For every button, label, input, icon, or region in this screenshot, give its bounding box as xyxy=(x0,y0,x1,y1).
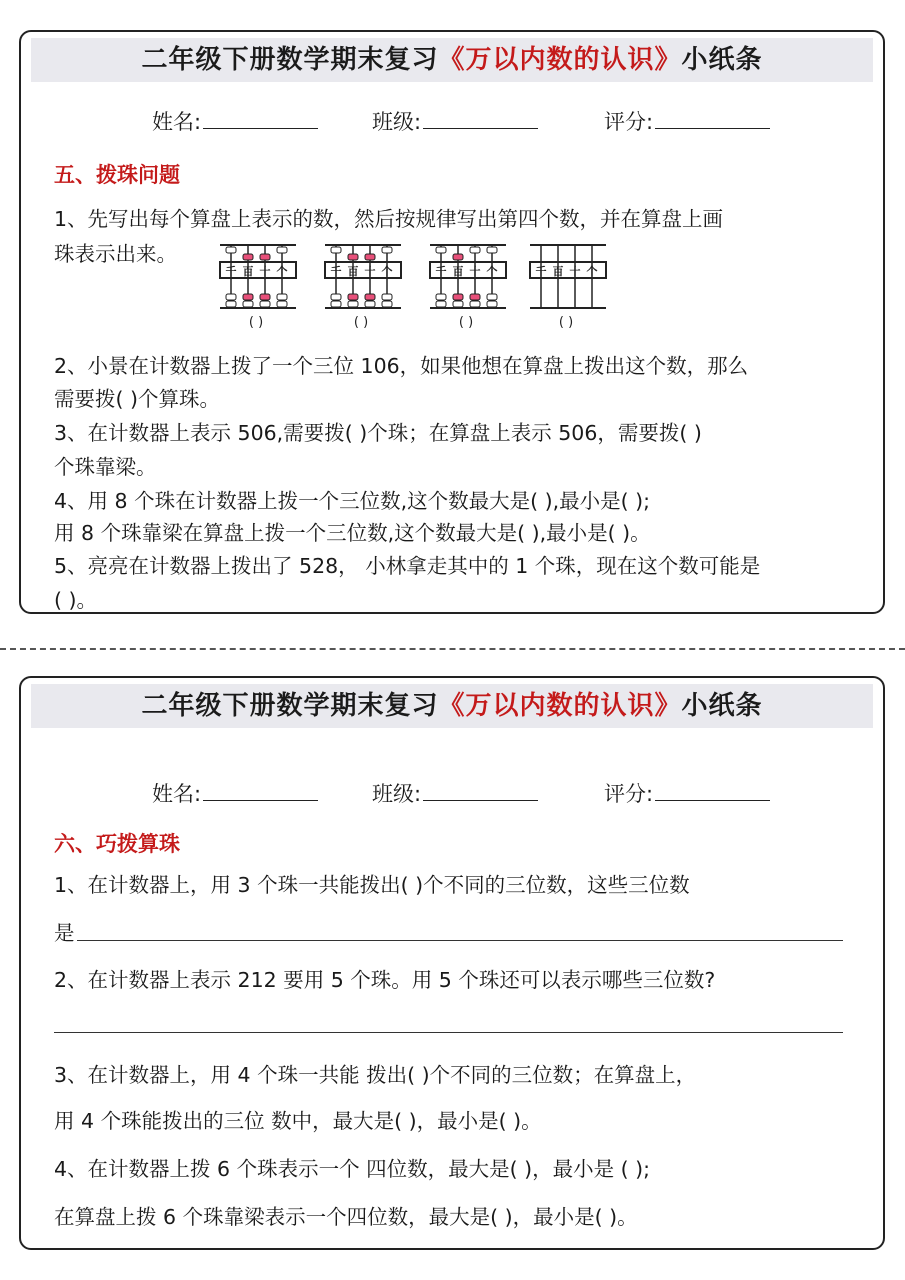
abacus-bead xyxy=(331,294,341,300)
worksheet-title xyxy=(31,684,873,728)
abacus-bead xyxy=(436,247,446,253)
name-field[interactable] xyxy=(152,106,318,138)
section-heading: 五、拨珠问题 xyxy=(54,163,180,187)
abacus-place-label: 十 xyxy=(569,265,581,278)
abacus-bead xyxy=(470,301,480,307)
class-field[interactable] xyxy=(372,778,538,810)
abacus-bead xyxy=(277,301,287,307)
score-label: 评分: xyxy=(604,782,654,806)
abacus-answer-blank[interactable]: ( ) xyxy=(558,315,574,330)
score-field[interactable] xyxy=(604,778,770,810)
question-3-line-2: 个珠靠梁。 xyxy=(54,455,157,479)
abacus-bead xyxy=(470,247,480,253)
score-blank[interactable] xyxy=(655,106,770,129)
abacus-answer-blank[interactable]: ( ) xyxy=(248,315,264,330)
question-1-line-2: 珠表示出来。 xyxy=(54,242,177,266)
abacus-bead xyxy=(382,294,392,300)
question-3-line-1: 3、在计数器上，用 4 个珠一共能 拨出( )个不同的三位数；在算盘上， xyxy=(54,1063,697,1087)
question-5-line-2: ( )。 xyxy=(54,588,98,612)
abacus-bead xyxy=(260,294,270,300)
abacus-place-label: 十 xyxy=(469,265,481,278)
abacus-figure-3 xyxy=(426,240,512,332)
abacus-bead xyxy=(348,301,358,307)
question-2-line-1: 2、在计数器上表示 212 要用 5 个珠。用 5 个珠还可以表示哪些三位数? xyxy=(54,968,716,992)
question-2-line-2: 需要拨( )个算珠。 xyxy=(54,387,221,411)
abacus-bead xyxy=(331,301,341,307)
abacus-bead xyxy=(436,301,446,307)
abacus-place-label: 千 xyxy=(535,265,547,278)
abacus-bead xyxy=(243,294,253,300)
abacus-bead xyxy=(226,247,236,253)
abacus-bead xyxy=(453,301,463,307)
abacus-bead xyxy=(365,254,375,260)
class-blank[interactable] xyxy=(423,106,538,129)
question-5-line-1: 5、亮亮在计数器上拨出了 528， 小林拿走其中的 1 个珠，现在这个数可能是 xyxy=(54,554,761,578)
abacus-bead xyxy=(365,301,375,307)
name-blank[interactable] xyxy=(203,106,318,129)
question-3-line-2: 用 4 个珠能拨出的三位 数中，最大是( )，最小是( )。 xyxy=(54,1109,542,1133)
abacus-bead xyxy=(226,294,236,300)
abacus-place-label: 十 xyxy=(259,265,271,278)
student-info-row xyxy=(21,106,883,138)
abacus-figure-4 xyxy=(526,240,612,332)
abacus-bead xyxy=(470,294,480,300)
abacus-bead xyxy=(436,294,446,300)
score-field[interactable] xyxy=(604,106,770,138)
name-blank[interactable] xyxy=(203,778,318,801)
abacus-place-label: 个 xyxy=(276,265,288,278)
question-4-line-1: 4、用 8 个珠在计数器上拨一个三位数,这个数最大是( ),最小是( ); xyxy=(54,489,651,513)
question-2-line-1: 2、小景在计数器上拨了一个三位 106，如果他想在算盘上拨出这个数，那么 xyxy=(54,354,749,378)
class-blank[interactable] xyxy=(423,778,538,801)
abacus-place-label: 千 xyxy=(225,265,237,278)
title-text: 二年级下册数学期末复习 xyxy=(141,45,439,75)
abacus-bead xyxy=(331,247,341,253)
abacus-answer-blank[interactable]: ( ) xyxy=(458,315,474,330)
abacus-place-label: 百 xyxy=(347,265,359,278)
title-topic: 《万以内数的认识》 xyxy=(438,45,682,75)
abacus-place-label: 千 xyxy=(435,265,447,278)
cut-line-divider xyxy=(0,648,905,650)
class-label: 班级: xyxy=(372,782,422,806)
abacus-place-label: 个 xyxy=(381,265,393,278)
score-blank[interactable] xyxy=(655,778,770,801)
question-1-line-1: 1、先写出每个算盘上表示的数，然后按规律写出第四个数，并在算盘上画 xyxy=(54,207,724,231)
abacus-bead xyxy=(277,247,287,253)
abacus-bead xyxy=(348,294,358,300)
question-4-line-1: 4、在计数器上拨 6 个珠表示一个 四位数，最大是( )，最小是 ( ); xyxy=(54,1157,651,1181)
abacus-bead xyxy=(348,254,358,260)
class-field[interactable] xyxy=(372,106,538,138)
abacus-figure-1 xyxy=(216,240,302,332)
abacus-bead xyxy=(382,247,392,253)
abacus-place-label: 百 xyxy=(552,265,564,278)
abacus-bead xyxy=(453,254,463,260)
question-4-line-2: 在算盘上拨 6 个珠靠梁表示一个四位数，最大是( )，最小是( )。 xyxy=(54,1205,638,1229)
title-text: 二年级下册数学期末复习 xyxy=(141,691,439,721)
title-suffix: 小纸条 xyxy=(681,45,763,75)
name-label: 姓名: xyxy=(152,782,202,806)
student-info-row xyxy=(21,778,883,810)
question-4-line-2: 用 8 个珠靠梁在算盘上拨一个三位数,这个数最大是( ),最小是( )。 xyxy=(54,521,651,545)
title-topic: 《万以内数的认识》 xyxy=(438,691,682,721)
answer-line-q2[interactable] xyxy=(54,1032,843,1033)
section-heading: 六、巧拨算珠 xyxy=(54,832,180,856)
question-1-line-1: 1、在计数器上，用 3 个珠一共能拨出( )个不同的三位数，这些三位数 xyxy=(54,873,690,897)
answer-line-q1[interactable] xyxy=(77,940,843,941)
abacus-bead xyxy=(382,301,392,307)
abacus-figure-2 xyxy=(321,240,407,332)
abacus-bead xyxy=(243,254,253,260)
worksheet-title xyxy=(31,38,873,82)
abacus-bead xyxy=(487,294,497,300)
abacus-place-label: 个 xyxy=(486,265,498,278)
abacus-place-label: 百 xyxy=(452,265,464,278)
abacus-bead xyxy=(487,247,497,253)
abacus-bead xyxy=(260,301,270,307)
question-3-line-1: 3、在计数器上表示 506,需要拨( )个珠；在算盘上表示 506，需要拨( ) xyxy=(54,421,702,445)
abacus-bead xyxy=(365,294,375,300)
abacus-bead xyxy=(487,301,497,307)
class-label: 班级: xyxy=(372,110,422,134)
abacus-place-label: 十 xyxy=(364,265,376,278)
abacus-bead xyxy=(260,254,270,260)
score-label: 评分: xyxy=(604,110,654,134)
abacus-bead xyxy=(226,301,236,307)
name-label: 姓名: xyxy=(152,110,202,134)
title-suffix: 小纸条 xyxy=(681,691,763,721)
abacus-place-label: 个 xyxy=(586,265,598,278)
abacus-bead xyxy=(453,294,463,300)
worksheet-card-2 xyxy=(19,676,885,1250)
abacus-answer-blank[interactable]: ( ) xyxy=(353,315,369,330)
name-field[interactable] xyxy=(152,778,318,810)
question-1-line-2: 是 xyxy=(54,921,75,945)
abacus-place-label: 千 xyxy=(330,265,342,278)
abacus-place-label: 百 xyxy=(242,265,254,278)
worksheet-card-1 xyxy=(19,30,885,614)
abacus-bead xyxy=(277,294,287,300)
abacus-bead xyxy=(243,301,253,307)
